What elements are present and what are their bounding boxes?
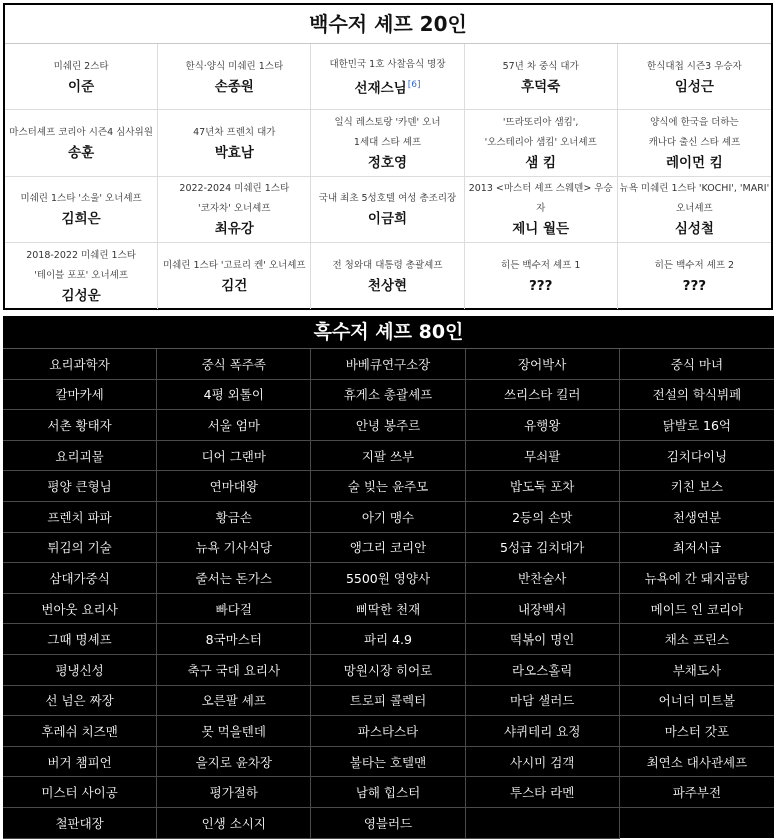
- white-chef-cell: [5, 177, 158, 243]
- white-chefs-title: 백수저 셰프 20인: [5, 5, 771, 44]
- black-chef-cell: 라오스홀릭: [466, 655, 620, 686]
- white-chef-name: [68, 143, 94, 163]
- black-chef-cell: 서울 엄마: [157, 410, 311, 441]
- black-chef-cell: 파스타스타: [311, 716, 465, 747]
- white-chef-cell: [158, 177, 311, 243]
- white-chef-name-text: 이준: [68, 78, 95, 95]
- black-chef-cell: 연마대왕: [157, 471, 311, 502]
- black-chef-cell: 오른팔 셰프: [157, 686, 311, 717]
- black-chef-cell: 키친 보스: [620, 471, 774, 502]
- black-chef-cell: 안녕 봉주르: [311, 410, 465, 441]
- white-chef-description: 한식대첩 시즌3 우승자: [647, 60, 742, 72]
- white-chef-name: [215, 219, 254, 239]
- black-chef-cell: 빠다걸: [157, 594, 311, 625]
- white-chef-description: 일식 레스토랑 '카덴' 오너 1세대 스타 셰프: [334, 116, 441, 148]
- white-chef-name-text: 김건: [221, 277, 248, 294]
- white-chef-name-text: 박효남: [214, 144, 254, 161]
- white-chef-name: [215, 77, 254, 97]
- black-chef-cell: 메이드 인 코리아: [620, 594, 774, 625]
- white-chef-name: [368, 153, 407, 173]
- black-chef-cell: 5500원 영양사: [311, 563, 465, 594]
- black-chef-cell: 남해 힙스터: [311, 777, 465, 808]
- white-chef-description: 2018-2022 미쉐린 1스타 '테이블 포포' 오너셰프: [26, 249, 136, 281]
- white-chef-description: 미쉐린 1스타 '소울' 오너셰프: [20, 193, 142, 205]
- white-chef-name: [368, 276, 407, 296]
- white-chef-description: 전 청와대 대통령 총괄셰프: [332, 259, 443, 271]
- white-chefs-grid: [5, 44, 771, 309]
- white-chef-cell: [618, 44, 771, 110]
- black-chef-cell: 철판대장: [3, 808, 157, 839]
- black-chef-cell: 채소 프린스: [620, 624, 774, 655]
- black-chef-cell: 중식 마녀: [620, 349, 774, 380]
- black-chef-cell: 4평 외톨이: [157, 380, 311, 411]
- white-chef-name-text: 선재스님: [354, 80, 407, 97]
- white-chef-name: [215, 143, 254, 163]
- white-chef-name-text: 제니 월든: [512, 221, 570, 238]
- white-chef-name: [221, 276, 247, 296]
- black-chef-cell: 2등의 손맛: [466, 502, 620, 533]
- black-chef-cell: 버거 챔피언: [3, 747, 157, 778]
- white-chef-cell: [465, 44, 618, 110]
- white-chef-description: 미쉐린 1스타 '고료리 켄' 오너셰프: [162, 259, 306, 271]
- black-chefs-title: 흑수저 셰프 80인: [3, 316, 774, 349]
- black-chef-cell: 축구 국대 요리사: [157, 655, 311, 686]
- black-chef-cell: 내장백서: [466, 594, 620, 625]
- white-chef-name-text: 이금희: [367, 211, 408, 228]
- white-chef-name-text: 임성근: [674, 78, 714, 95]
- black-chef-cell: 요리괴물: [3, 441, 157, 472]
- white-chef-description: 57년 차 중식 대가: [502, 60, 579, 72]
- black-chef-cell: 파리 4.9: [311, 624, 465, 655]
- black-chef-cell: 디어 그랜마: [157, 441, 311, 472]
- white-chef-cell: [618, 110, 771, 176]
- white-chefs-table: [3, 3, 773, 310]
- white-chef-name-text: ???: [528, 277, 553, 294]
- black-chef-cell: 투스타 라멘: [466, 777, 620, 808]
- white-chef-name-text: 최유강: [214, 221, 254, 238]
- white-chef-name: [62, 209, 101, 229]
- black-chef-cell: 그때 명셰프: [3, 624, 157, 655]
- white-chef-description: 2013 <마스터 셰프 스웨덴> 우승자: [468, 183, 613, 215]
- white-chef-cell: [5, 110, 158, 176]
- black-chef-cell: 앵그리 코리안: [311, 533, 465, 564]
- black-chef-cell: 중식 폭주족: [157, 349, 311, 380]
- white-chef-description: 히든 백수저 셰프 2: [654, 259, 735, 271]
- white-chef-name: [62, 286, 101, 306]
- white-chef-name-text: 천상현: [367, 277, 408, 294]
- white-chef-name: [675, 219, 714, 239]
- white-chef-name: [683, 276, 707, 296]
- white-chef-cell: [465, 243, 618, 309]
- white-chef-name-text: ???: [682, 277, 707, 294]
- white-chef-name-text: 후덕죽: [521, 78, 561, 95]
- black-chef-cell: 서촌 황태자: [3, 410, 157, 441]
- white-chef-description: '뜨라또리아 샘킴', '오스테리아 샘킴' 오너셰프: [484, 116, 597, 148]
- white-chef-name-text: 심성철: [674, 221, 714, 238]
- white-chef-name: [521, 77, 560, 97]
- citation-link[interactable]: [6]: [407, 79, 421, 90]
- white-chef-name: [675, 77, 714, 97]
- white-chef-cell: [5, 243, 158, 309]
- white-chef-cell: [5, 44, 158, 110]
- black-chef-cell: 튀김의 기술: [3, 533, 157, 564]
- white-chef-name: [512, 219, 569, 239]
- white-chef-cell: [311, 110, 464, 176]
- black-chef-cell: 아기 맹수: [311, 502, 465, 533]
- black-chef-cell: 최저시급: [620, 533, 774, 564]
- white-chef-name: [368, 209, 407, 229]
- black-chef-cell: 번아웃 요리사: [3, 594, 157, 625]
- black-chef-cell: 장어박사: [466, 349, 620, 380]
- black-chef-cell: 미스터 사이공: [3, 777, 157, 808]
- white-chef-name-text: 샘 킴: [525, 154, 557, 171]
- white-chef-cell: [311, 243, 464, 309]
- black-chef-cell: 마스터 갓포: [620, 716, 774, 747]
- black-chef-cell: 닭발로 16억: [620, 410, 774, 441]
- black-chef-empty-cell: [466, 808, 620, 839]
- white-chef-description: 국내 최초 5성호텔 여성 총조리장: [318, 193, 457, 205]
- white-chef-name-text: 레이먼 킴: [665, 154, 723, 171]
- black-chef-cell: 못 먹을텐데: [157, 716, 311, 747]
- black-chef-cell: 8국마스터: [157, 624, 311, 655]
- white-chef-cell: [465, 110, 618, 176]
- white-chef-cell: [311, 177, 464, 243]
- white-chef-description: 히든 백수저 셰프 1: [501, 259, 581, 271]
- black-chef-cell: 을지로 윤차장: [157, 747, 311, 778]
- black-chef-cell: 바베큐연구소장: [311, 349, 465, 380]
- black-chef-cell: 후레쉬 치즈맨: [3, 716, 157, 747]
- black-chef-cell: 삼대가중식: [3, 563, 157, 594]
- white-chef-name-text: 정호영: [367, 154, 408, 171]
- black-chef-cell: 마담 샐러드: [466, 686, 620, 717]
- black-chef-cell: 칼마카세: [3, 380, 157, 411]
- black-chef-cell: 5성급 김치대가: [466, 533, 620, 564]
- white-chef-name-text: 송훈: [68, 144, 95, 161]
- black-chef-cell: 반찬술사: [466, 563, 620, 594]
- black-chef-cell: 밥도둑 포차: [466, 471, 620, 502]
- black-chef-cell: 인생 소시지: [157, 808, 311, 839]
- white-chef-name: [666, 153, 723, 173]
- black-chef-cell: 무쇠팔: [466, 441, 620, 472]
- white-chef-cell: [618, 177, 771, 243]
- black-chef-cell: 평양 큰형님: [3, 471, 157, 502]
- white-chef-cell: [618, 243, 771, 309]
- black-chef-cell: 전설의 학식뷔페: [620, 380, 774, 411]
- white-chef-cell: [158, 243, 311, 309]
- black-chef-cell: 김치다이닝: [620, 441, 774, 472]
- black-chefs-table: [3, 316, 774, 838]
- black-chef-cell: 사시미 검객: [466, 747, 620, 778]
- white-chef-name: [68, 77, 94, 97]
- black-chef-cell: 요리과학자: [3, 349, 157, 380]
- white-chef-description: 뉴욕 미쉐린 1스타 'KOCHI', 'MARI' 오너셰프: [619, 183, 770, 215]
- black-chef-cell: 샤퀴테리 요정: [466, 716, 620, 747]
- white-chef-description: 미쉐린 2스타: [53, 60, 109, 72]
- black-chef-cell: 평가절하: [157, 777, 311, 808]
- black-chef-cell: 뉴욕 기사식당: [157, 533, 311, 564]
- white-chef-name: [525, 153, 556, 173]
- black-chef-cell: 프렌치 파파: [3, 502, 157, 533]
- black-chef-cell: 휴게소 총괄셰프: [311, 380, 465, 411]
- black-chef-cell: 최연소 대사관셰프: [620, 747, 774, 778]
- black-chef-cell: 부채도사: [620, 655, 774, 686]
- black-chef-cell: 천생연분: [620, 502, 774, 533]
- black-chef-cell: 영블러드: [311, 808, 465, 839]
- white-chef-description: 양식에 한국을 더하는 캐나다 출신 스타 셰프: [648, 116, 741, 148]
- white-chef-cell: [158, 44, 311, 110]
- black-chef-cell: 지팔 쓰부: [311, 441, 465, 472]
- white-chef-cell: [465, 177, 618, 243]
- white-chef-name: [529, 276, 553, 296]
- white-chef-cell: [311, 44, 464, 110]
- black-chef-cell: 평냉신성: [3, 655, 157, 686]
- white-chef-name-text: 김희은: [61, 211, 101, 228]
- white-chef-name: [355, 75, 421, 99]
- black-chef-cell: 파주부전: [620, 777, 774, 808]
- black-chef-cell: 황금손: [157, 502, 311, 533]
- white-chef-description: 47년차 프렌치 대가: [193, 126, 276, 138]
- black-chef-cell: 줄서는 돈가스: [157, 563, 311, 594]
- black-chef-cell: 쓰리스타 킬러: [466, 380, 620, 411]
- black-chef-cell: 망원시장 히어로: [311, 655, 465, 686]
- black-chef-cell: 불타는 호텔맨: [311, 747, 465, 778]
- white-chef-description: 대한민국 1호 사찰음식 명장: [329, 58, 446, 70]
- white-chef-description: 한식·양식 미쉐린 1스타: [185, 60, 284, 72]
- white-chef-name-text: 손종원: [214, 78, 254, 95]
- black-chef-cell: 어너더 미트볼: [620, 686, 774, 717]
- white-chef-description: 2022-2024 미쉐린 1스타 '코자차' 오너셰프: [179, 183, 290, 215]
- black-chefs-grid: [3, 349, 774, 839]
- black-chef-cell: 술 빚는 윤주모: [311, 471, 465, 502]
- white-chef-cell: [158, 110, 311, 176]
- white-chef-name-text: 김성운: [61, 287, 101, 304]
- black-chef-cell: 트로피 콜렉터: [311, 686, 465, 717]
- black-chef-cell: 유행왕: [466, 410, 620, 441]
- black-chef-cell: 떡볶이 명인: [466, 624, 620, 655]
- black-chef-cell: 뉴욕에 간 돼지곰탕: [620, 563, 774, 594]
- black-chef-cell: 삐딱한 천재: [311, 594, 465, 625]
- white-chef-description: 마스터셰프 코리아 시즌4 심사위원: [9, 126, 153, 138]
- black-chef-cell: 선 넘은 짜장: [3, 686, 157, 717]
